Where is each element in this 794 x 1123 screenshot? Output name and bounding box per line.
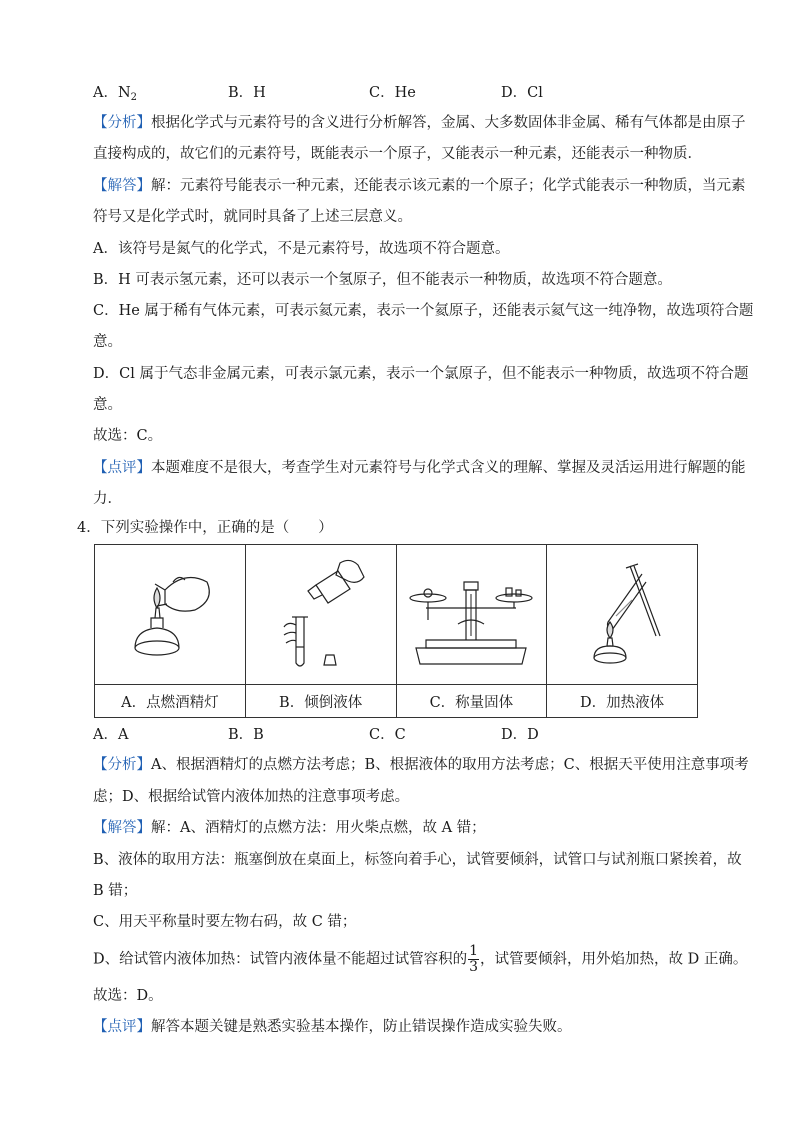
q4-option-b: B．B xyxy=(228,727,264,743)
q4-option-d: D．D xyxy=(501,727,539,743)
q3-analysis-line1: 【分析】根据化学式与元素符号的含义进行分析解答，金属、大多数固体非金属、稀有气体都是由原子 xyxy=(93,115,746,131)
analysis-tag: 【分析】 xyxy=(93,757,151,773)
q4-option-c: C．C xyxy=(369,727,406,743)
pouring-liquid-illustration xyxy=(266,555,376,675)
q4-answer-c: C、用天平称量时要左物右码，故 C 错； xyxy=(93,914,357,930)
q4-answer-b2: B 错； xyxy=(93,883,138,899)
one-third-fraction: $\frac{1}{3}$ xyxy=(469,943,479,975)
alcohol-lamp-lighting-illustration xyxy=(115,560,225,670)
q4-analysis-line2: 虑；D、根据给试管内液体加热的注意事项考虑。 xyxy=(93,789,410,805)
q3-comment-line2: 力． xyxy=(93,491,122,507)
figure-cell-a xyxy=(95,545,246,685)
q3-answer-c1: C．He 属于稀有气体元素，可表示氦元素，表示一个氦原子，还能表示氦气这一纯净物，故选项符合题 xyxy=(93,303,754,319)
q3-option-a: A．$N_2$ xyxy=(93,85,138,103)
q3-answer-c2: 意。 xyxy=(93,334,122,350)
q3-answer-d1: D．Cl 属于气态非金属元素，可表示氯元素，表示一个氯原子，但不能表示一种物质，故选项不符合题 xyxy=(93,366,749,382)
caption-c: C．称量固体 xyxy=(396,685,547,718)
analysis-tag: 【分析】 xyxy=(93,115,151,131)
comment-tag: 【点评】 xyxy=(93,460,151,476)
q3-option-d: D．Cl xyxy=(501,85,543,101)
q4-figure-table xyxy=(94,544,698,718)
heating-liquid-illustration xyxy=(572,560,672,670)
q4-stem: 4．下列实验操作中，正确的是（ ） xyxy=(77,520,333,536)
q4-answer-d: D、给试管内液体加热：试管内液体量不能超过试管容积的 $\frac{1}{3}$ ，试管要倾斜，用外焰加热，故 D 正确。 xyxy=(93,943,748,975)
q3-option-c: C．He xyxy=(369,85,416,101)
q3-analysis-line2: 直接构成的，故它们的元素符号，既能表示一个原子，又能表示一种元素，还能表示一种物质． xyxy=(93,146,702,162)
q3-answer-choice: 故选：C。 xyxy=(93,428,163,444)
answer-tag: 【解答】 xyxy=(93,178,151,194)
q3-comment-line1: 【点评】本题难度不是很大，考查学生对元素符号与化学式含义的理解、掌握及灵活运用进行解题的能 xyxy=(93,460,746,476)
caption-d: D．加热液体 xyxy=(547,685,698,718)
figure-cell-b xyxy=(245,545,396,685)
balance-scale-illustration xyxy=(406,560,536,670)
q4-answer-line1: 【解答】解：A、酒精灯的点燃方法：用火柴点燃，故 A 错； xyxy=(93,820,486,836)
q3-answer-d2: 意。 xyxy=(93,397,122,413)
q4-answer-b1: B、液体的取用方法：瓶塞倒放在桌面上，标签向着手心，试管要倾斜，试管口与试剂瓶口紧挨着，故 xyxy=(93,852,742,868)
figure-cell-d xyxy=(547,545,698,685)
q3-answer-line1: 【解答】解：元素符号能表示一种元素，还能表示该元素的一个原子；化学式能表示一种物质，当元素 xyxy=(93,178,746,194)
q4-answer-choice: 故选：D。 xyxy=(93,988,163,1004)
q3-option-b: B．H xyxy=(228,85,266,101)
answer-tag: 【解答】 xyxy=(93,820,151,836)
q3-answer-b: B．H 可表示氢元素，还可以表示一个氢原子，但不能表示一种物质，故选项不符合题意。 xyxy=(93,272,672,288)
q4-comment-line1: 【点评】解答本题关键是熟悉实验基本操作，防止错误操作造成实验失败。 xyxy=(93,1019,572,1035)
q3-answer-line2: 符号又是化学式时，就同时具备了上述三层意义。 xyxy=(93,209,412,225)
figure-cell-c xyxy=(396,545,547,685)
comment-tag: 【点评】 xyxy=(93,1019,151,1035)
q4-analysis-line1: 【分析】A、根据酒精灯的点燃方法考虑；B、根据液体的取用方法考虑；C、根据天平使用注意事项考 xyxy=(93,757,749,773)
q3-answer-a: A．该符号是氮气的化学式，不是元素符号，故选项不符合题意。 xyxy=(93,241,510,257)
q4-option-a: A．A xyxy=(93,727,129,743)
caption-a: A．点燃酒精灯 xyxy=(95,685,246,718)
caption-b: B．倾倒液体 xyxy=(245,685,396,718)
